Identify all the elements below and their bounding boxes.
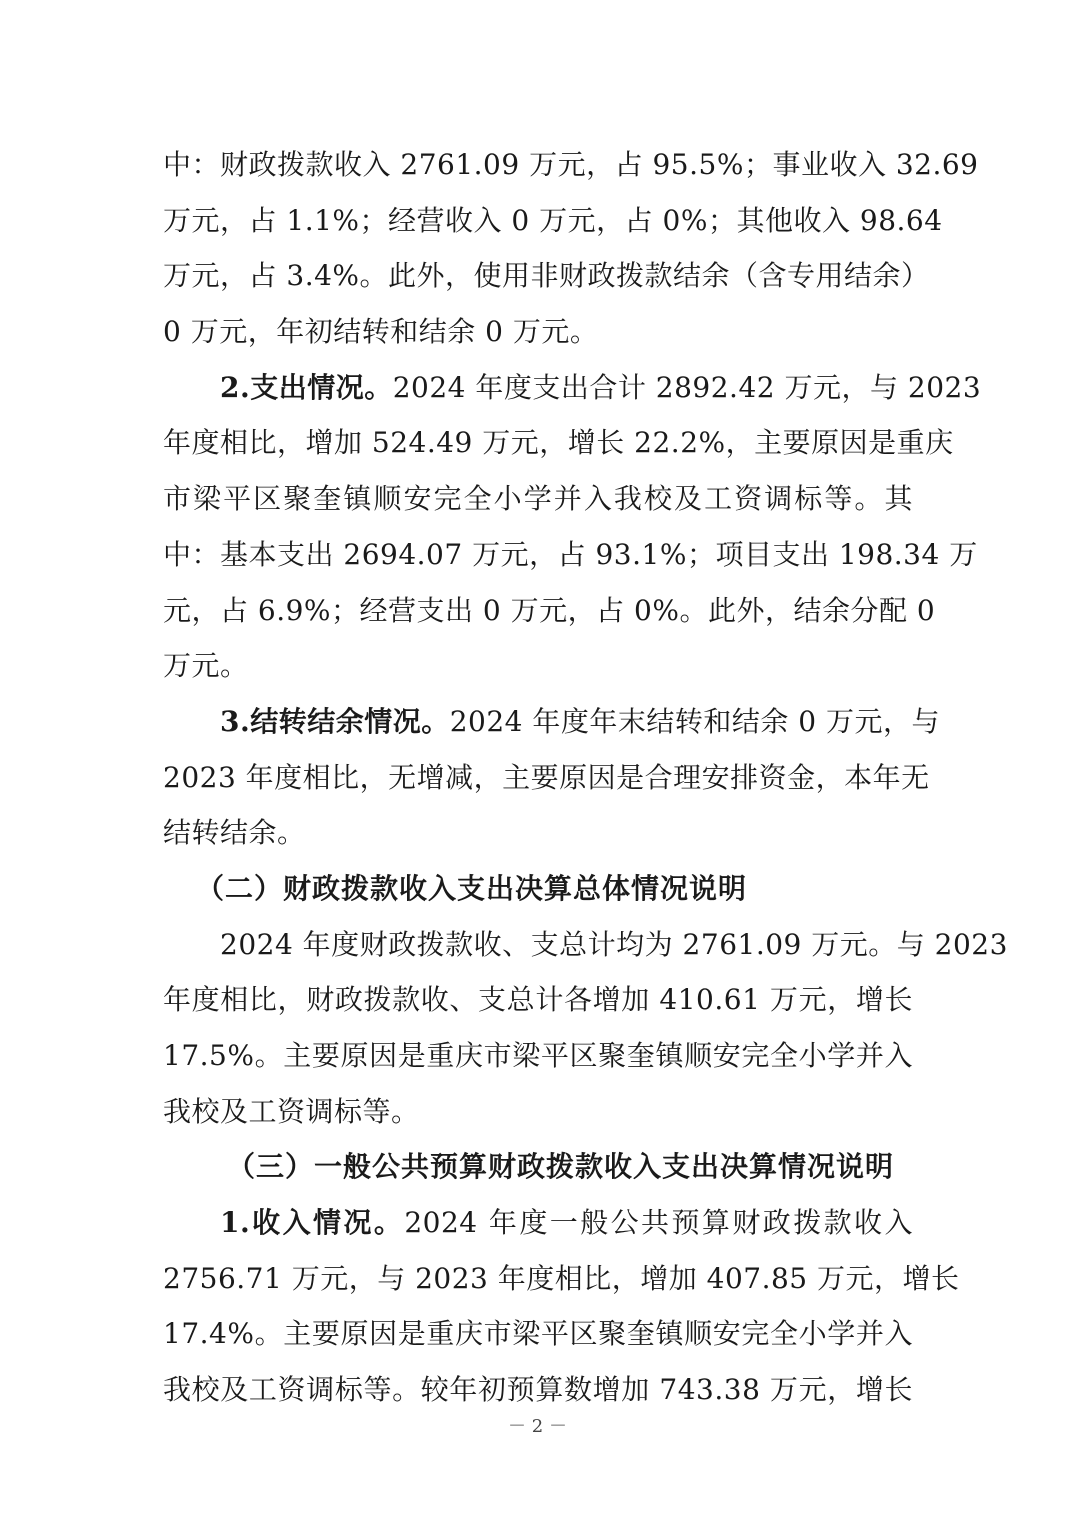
paragraph-line: 万元，占 1.1%；经营收入 0 万元，占 0%；其他收入 98.64 <box>163 203 943 237</box>
paragraph-line: 2023 年度相比，无增减，主要原因是合理安排资金，本年无 <box>163 760 930 794</box>
paragraph-line: 17.4%。主要原因是重庆市梁平区聚奎镇顺安完全小学并入 <box>163 1317 913 1351</box>
paragraph-text: 2024 年度年末结转和结余 0 万元，与 <box>449 704 941 738</box>
document-body <box>163 137 1008 1418</box>
paragraph-line: 2024 年度财政拨款收、支总计均为 2761.09 万元。与 2023 <box>220 927 1008 961</box>
expenditure-label: 2.支出情况。 <box>220 370 393 404</box>
paragraph-line: 元，占 6.9%；经营支出 0 万元，占 0%。此外，结余分配 0 <box>163 593 936 627</box>
paragraph-line: 万元。 <box>163 649 249 683</box>
income-paragraph-first-line <box>163 1195 913 1251</box>
page-number: － 2 － <box>508 1416 567 1437</box>
paragraph-line: 结转结余。 <box>163 816 306 850</box>
carryover-paragraph-first-line <box>163 694 941 750</box>
paragraph-text: 2024 年度一般公共预算财政拨款收入 <box>404 1206 913 1240</box>
paragraph-line: 我校及工资调标等。较年初预算数增加 743.38 万元，增长 <box>163 1373 913 1407</box>
paragraph-line: 17.5%。主要原因是重庆市梁平区聚奎镇顺安完全小学并入 <box>163 1039 913 1072</box>
paragraph-line: 我校及工资调标等。 <box>163 1094 420 1128</box>
paragraph-line: 0 万元，年初结转和结余 0 万元。 <box>163 315 599 349</box>
paragraph-line: 年度相比，增加 524.49 万元，增长 22.2%，主要原因是重庆 <box>163 426 954 460</box>
carryover-label: 3.结转结余情况。 <box>220 704 450 738</box>
paragraph-text: 2024 年度支出合计 2892.42 万元，与 2023 <box>392 370 982 404</box>
paragraph-line: 中：财政拨款收入 2761.09 万元，占 95.5%；事业收入 32.69 <box>163 148 979 181</box>
income-label: 1.收入情况。 <box>220 1206 405 1240</box>
paragraph-line: 年度相比，财政拨款收、支总计各增加 410.61 万元，增长 <box>163 983 913 1017</box>
section-heading-3: （三）一般公共预算财政拨款收入支出决算情况说明 <box>227 1150 895 1184</box>
paragraph-line: 万元，占 3.4%。此外，使用非财政拨款结余（含专用结余） <box>163 259 930 293</box>
section-heading-2: （二）财政拨款收入支出决算总体情况说明 <box>196 871 748 905</box>
paragraph-line: 市梁平区聚奎镇顺安完全小学并入我校及工资调标等。其 <box>163 482 913 516</box>
paragraph-line: 中：基本支出 2694.07 万元，占 93.1%；项目支出 198.34 万 <box>163 537 978 571</box>
paragraph-line: 2756.71 万元，与 2023 年度相比，增加 407.85 万元，增长 <box>163 1261 960 1295</box>
expenditure-paragraph-first-line <box>163 360 982 416</box>
